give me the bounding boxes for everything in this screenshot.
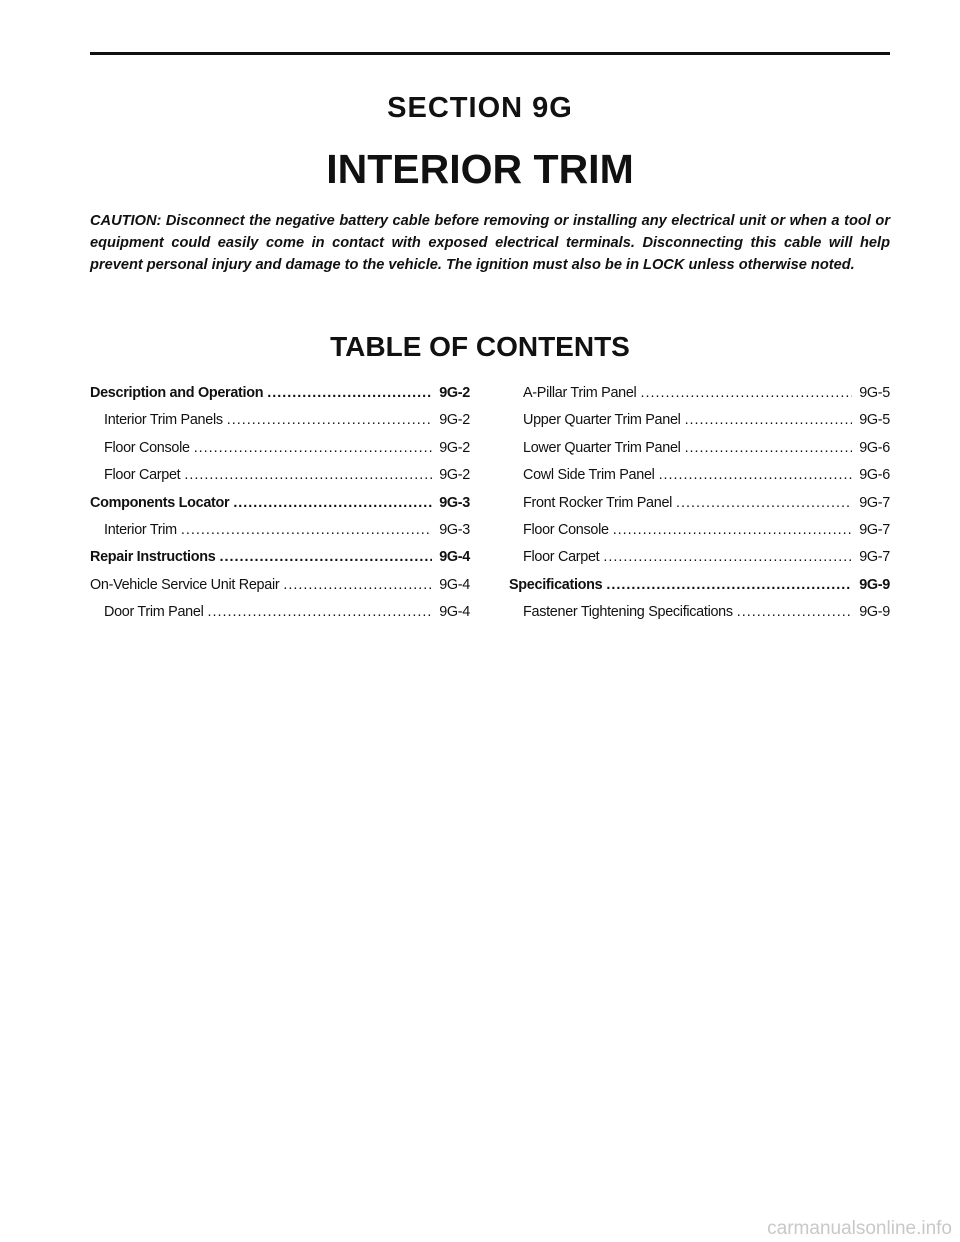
toc-entry[interactable]	[90, 522, 470, 549]
toc-entry[interactable]	[90, 577, 470, 604]
toc-entry[interactable]	[509, 412, 890, 439]
toc-entry-title: Description and Operation	[90, 385, 264, 401]
toc-entry-title: Upper Quarter Trim Panel	[523, 412, 681, 429]
toc-entry-page: 9G-4	[439, 576, 470, 593]
toc-entry-title: Front Rocker Trim Panel	[523, 494, 673, 511]
toc-entry-title: Door Trim Panel	[104, 604, 204, 621]
section-number: SECTION 9G	[387, 92, 573, 124]
top-rule	[90, 52, 890, 55]
toc-entry[interactable]	[509, 467, 890, 494]
toc-entry-page: 9G-5	[859, 385, 890, 401]
toc-dot-leader	[227, 412, 432, 428]
toc-entry-page: 9G-5	[859, 412, 890, 429]
toc-entry-title: Floor Console	[523, 521, 609, 538]
toc-entry-page: 9G-2	[439, 412, 470, 429]
toc-entry-title: Components Locator	[90, 494, 230, 511]
toc-dot-leader	[685, 440, 852, 456]
toc-entry-page: 9G-4	[439, 549, 470, 566]
footer-watermark: carmanualsonline.info	[767, 1218, 952, 1239]
toc-dot-leader	[640, 385, 852, 401]
toc-entry-title: Cowl Side Trim Panel	[523, 467, 655, 484]
toc-entry-title: A-Pillar Trim Panel	[523, 385, 637, 401]
toc-entry-page: 9G-7	[859, 521, 890, 538]
toc-dot-leader	[659, 467, 852, 483]
toc-entry[interactable]	[509, 495, 890, 522]
toc-entry-page: 9G-2	[439, 439, 470, 456]
toc-heading: TABLE OF CONTENTS	[330, 331, 630, 362]
toc-entry-title: Lower Quarter Trim Panel	[523, 439, 681, 456]
toc-dot-leader	[184, 467, 432, 483]
toc-dot-leader	[267, 385, 432, 401]
toc-dot-leader	[603, 549, 852, 565]
toc-entry[interactable]	[509, 522, 890, 549]
toc-entry[interactable]	[90, 495, 470, 522]
toc-dot-leader	[181, 522, 432, 538]
toc-dot-leader	[219, 549, 432, 565]
toc-entry-title: Floor Carpet	[523, 549, 600, 566]
toc-entry-page: 9G-7	[859, 494, 890, 511]
toc-dot-leader	[606, 577, 852, 593]
toc-entry-page: 9G-6	[859, 439, 890, 456]
toc-entry-page: 9G-3	[439, 494, 470, 511]
toc-dot-leader	[685, 412, 852, 428]
toc-entry-page: 9G-4	[439, 604, 470, 621]
toc-dot-leader	[283, 577, 432, 593]
toc-entry-page: 9G-6	[859, 467, 890, 484]
toc-dot-leader	[207, 604, 432, 620]
toc-entry-page: 9G-9	[859, 604, 890, 621]
toc-dot-leader	[194, 440, 432, 456]
toc-column-left	[90, 385, 470, 632]
toc-entry[interactable]	[90, 467, 470, 494]
caution-text: CAUTION: Disconnect the negative battery cable before removing or installing any electrical unit or when a tool or equipment could easily come in contact with exposed electrical terminals. Disconnecting this cable will help prevent personal injury and damage to the vehicle. The ignition must also be in LOCK unless otherwise noted.	[90, 213, 890, 273]
toc-entry-title: Specifications	[509, 576, 603, 593]
toc-entry[interactable]	[90, 385, 470, 412]
toc-entry-page: 9G-7	[859, 549, 890, 566]
toc-entry[interactable]	[509, 549, 890, 576]
toc-entry[interactable]	[90, 412, 470, 439]
toc-entry-title: Floor Carpet	[104, 467, 181, 484]
toc-entry-title: Interior Trim Panels	[104, 412, 223, 429]
toc-entry[interactable]	[509, 577, 890, 604]
toc-entry-title: Floor Console	[104, 439, 190, 456]
toc-dot-leader	[737, 604, 852, 620]
toc-entry[interactable]	[90, 440, 470, 467]
toc-entry-page: 9G-2	[439, 467, 470, 484]
toc-entry[interactable]	[90, 549, 470, 576]
toc-entry-page: 9G-9	[859, 576, 890, 593]
toc-entry-page: 9G-3	[439, 521, 470, 538]
page-title: INTERIOR TRIM	[326, 146, 634, 192]
toc-entry[interactable]	[90, 604, 470, 631]
toc-dot-leader	[233, 495, 432, 511]
toc-entry-title: On-Vehicle Service Unit Repair	[90, 576, 280, 593]
toc-entry-page: 9G-2	[439, 385, 470, 401]
toc-entry[interactable]	[509, 604, 890, 631]
toc-entry-title: Fastener Tightening Specifications	[523, 604, 733, 621]
toc-dot-leader	[613, 522, 852, 538]
toc-column-right	[509, 385, 890, 632]
toc-entry[interactable]	[509, 385, 890, 412]
toc-entry-title: Repair Instructions	[90, 549, 216, 566]
toc-dot-leader	[676, 495, 852, 511]
toc-entry-title: Interior Trim	[104, 521, 177, 538]
toc-entry[interactable]	[509, 440, 890, 467]
